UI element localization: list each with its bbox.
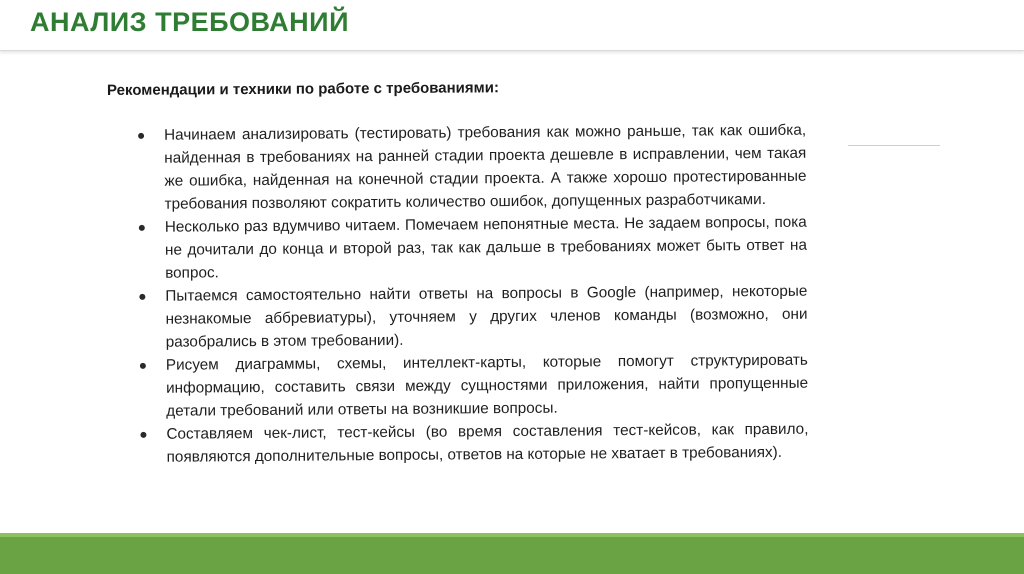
list-item-text: Несколько раз вдумчиво читаем. Помечаем непонятные места. Не задаем вопросы, пока не дочитали до конца и второй раз, так как дальше в требованиях может быть ответ на вопрос. bbox=[164, 213, 808, 282]
document-scan bbox=[90, 62, 850, 524]
title-bar bbox=[0, 0, 1024, 51]
recommendations-list bbox=[130, 119, 809, 469]
slide-title: АНАЛИЗ ТРЕБОВАНИЙ bbox=[30, 7, 349, 37]
bullet-icon bbox=[139, 225, 145, 231]
list-item bbox=[132, 349, 809, 423]
bullet-icon bbox=[139, 294, 145, 300]
list-item bbox=[131, 280, 808, 354]
list-item-text: Рисуем диаграммы, схемы, интеллект-карты, которые помогут структурировать информацию, составить связи между сущностями приложения, найти пропущенные детали требований или ответы на возникшие вопросы. bbox=[165, 351, 809, 420]
list-item bbox=[130, 119, 807, 216]
bottom-bar bbox=[0, 533, 1024, 574]
list-item bbox=[132, 418, 808, 469]
decorative-rule bbox=[848, 145, 940, 146]
bullet-icon bbox=[140, 363, 146, 369]
list-item-text: Пытаемся самостоятельно найти ответы на вопросы в Google (например, некоторые незнакомые аббревиатуры), уточняем у других членов команды (возможно, они разобрались в этом требовании). bbox=[165, 282, 808, 351]
list-item-text: Начинаем анализировать (тестировать) требования как можно раньше, так как ошибка, найденная в требованиях на ранней стадии проекта дешевле в исправлении, чем такая же ошибка, найденная на конечной стадии проекта. А также хорошо протестированные требования позволяют сократить количество ошибок, допущенных разработчиками. bbox=[164, 121, 807, 213]
list-item bbox=[131, 211, 808, 285]
document-heading: Рекомендации и техники по работе с требованиями: bbox=[106, 79, 500, 99]
bottom-bar-highlight bbox=[0, 533, 1024, 537]
bullet-icon bbox=[138, 133, 144, 139]
list-item-text: Составляем чек-лист, тест-кейсы (во время составления тест-кейсов, как правило, появляются дополнительные вопросы, ответов на которые не хватает в требованиях). bbox=[166, 420, 809, 466]
bullet-icon bbox=[140, 432, 146, 438]
